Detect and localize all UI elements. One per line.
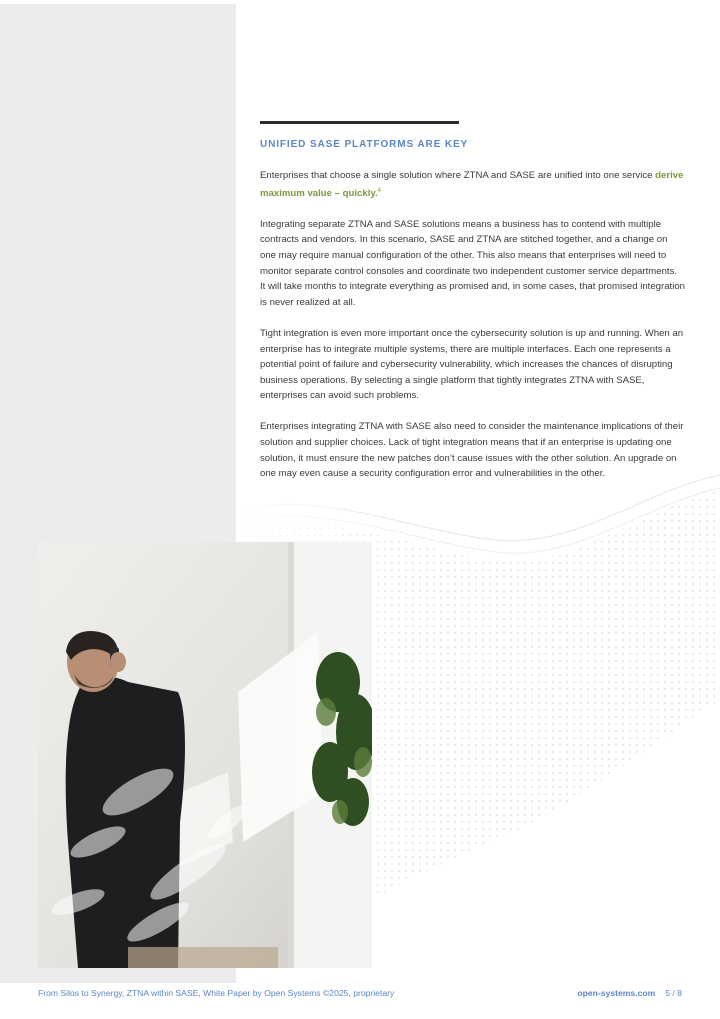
footer-document-info: From Silos to Synergy, ZTNA within SASE, White Paper by Open Systems ©2025, proprietary — [38, 988, 395, 998]
section-heading: UNIFIED SASE PLATFORMS ARE KEY — [260, 139, 469, 150]
paragraph-2: Integrating separate ZTNA and SASE solutions means a business has to contend with multiple contracts and vendors. In this scenario, SASE and ZTNA are stitched together, and a change on one may require manual configuration of the other. This also means that enterprises will need to monitor separate control consoles and coordinate two independent customer service departments. It will take months to integrate everything as promised and, in some cases, that promised integration is never realized at all. — [260, 218, 686, 308]
body-text — [260, 168, 685, 497]
paragraph-1-lead: Enterprises that choose a single solution where ZTNA and SASE are unified into one service — [260, 170, 656, 181]
photo-man-on-phone — [38, 542, 372, 968]
footnote-marker: 4 — [377, 187, 382, 194]
paragraph-3: Tight integration is even more important once the cybersecurity solution is up and running. When an enterprise has to integrate multiple systems, there are multiple interfaces. Each one represents a potential point of failure and cybersecurity vulnerability, which increases the chances of disrupting business operations. By selecting a single platform that tightly integrates ZTNA with SASE, enterprises can avoid such problems. — [260, 327, 684, 402]
footer-right — [577, 988, 682, 998]
paragraph-4: Enterprises integrating ZTNA with SASE also need to consider the maintenance implications of their solution and supplier choices. Lack of tight integration means that if an enterprise is updating one solution, it must ensure the new patches don’t cause issues with the other solution. An upgrade on one may even cause a security configuration error and vulnerabilities in the other. — [260, 421, 684, 480]
heading-rule — [260, 121, 459, 124]
footer-site-link[interactable]: open-systems.com — [577, 988, 656, 998]
highlight-text: derive maximum value – quickly. — [260, 170, 684, 199]
page-number: 5 / 8 — [665, 988, 682, 998]
paragraph-1 — [260, 168, 685, 201]
